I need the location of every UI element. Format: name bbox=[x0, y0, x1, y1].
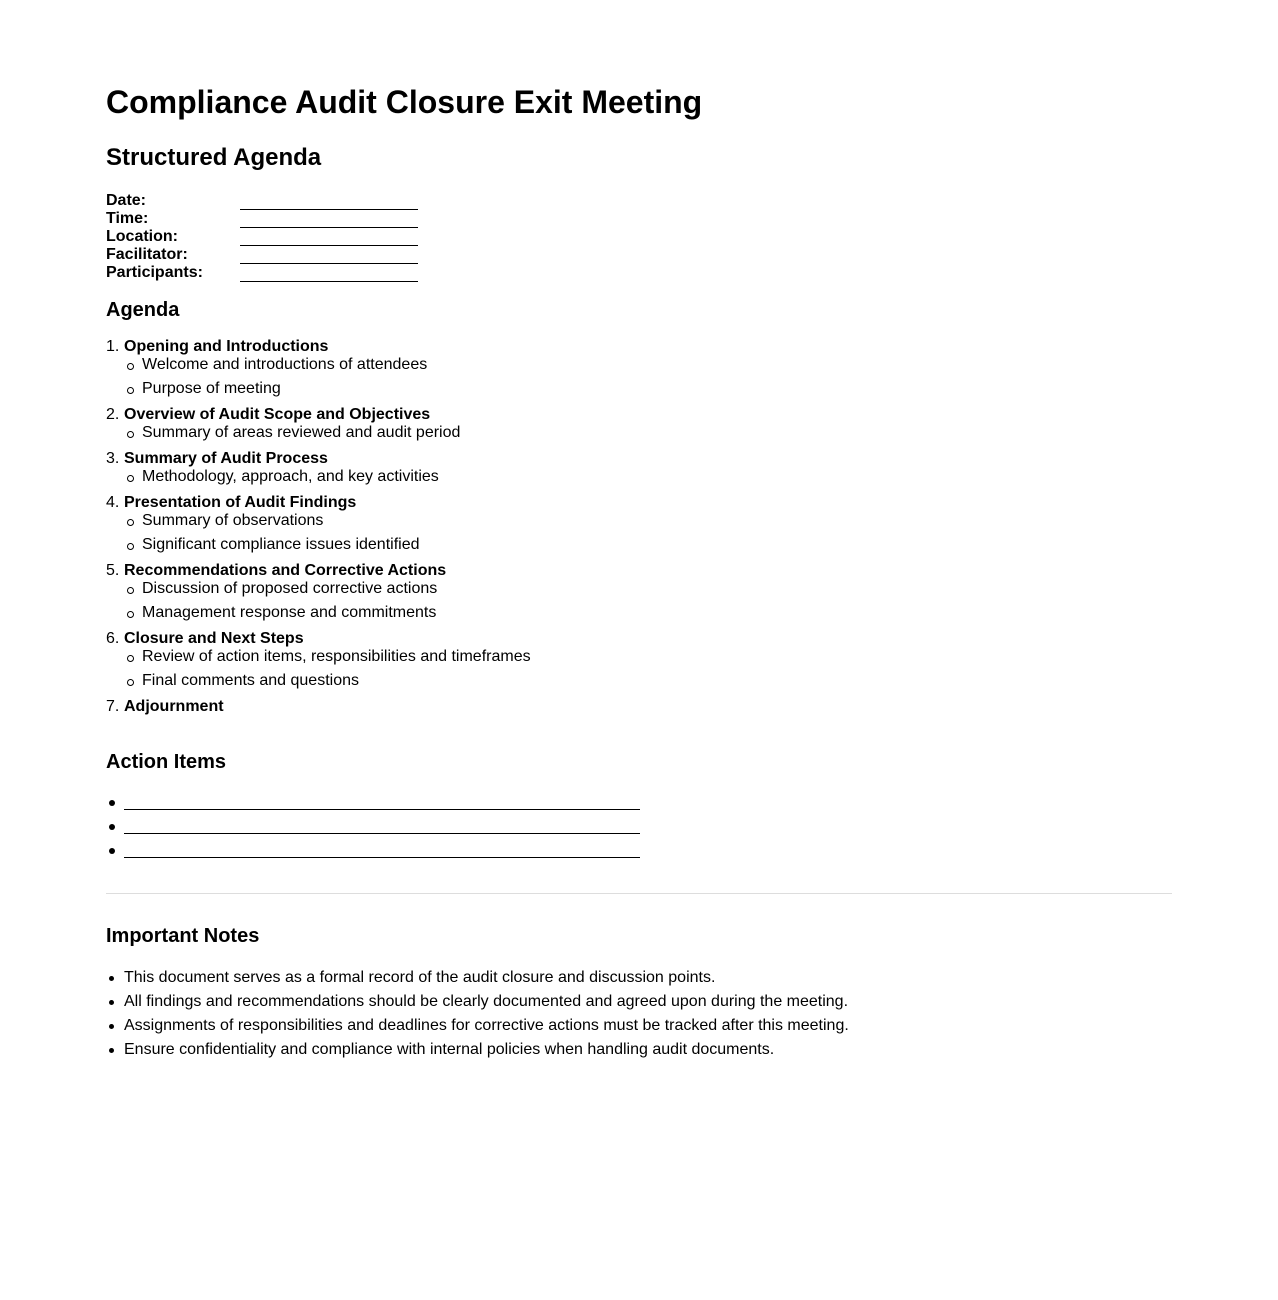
agenda-item-number: 6. bbox=[106, 630, 120, 647]
blank-line bbox=[240, 271, 418, 282]
agenda-sub-item-text: Methodology, approach, and key activities bbox=[142, 468, 439, 485]
agenda-sub-item-text: Welcome and introductions of attendees bbox=[142, 356, 428, 373]
agenda-sub-list bbox=[124, 580, 1172, 622]
note-text: Ensure confidentiality and compliance with internal policies when handling audit documents. bbox=[124, 1041, 775, 1058]
meta-label: Facilitator: bbox=[106, 246, 188, 263]
bullet-icon bbox=[109, 1024, 114, 1029]
agenda-sub-item-text: Summary of areas reviewed and audit period bbox=[142, 424, 461, 441]
agenda-item-title: Presentation of Audit Findings bbox=[124, 494, 357, 511]
blank-line bbox=[240, 253, 418, 264]
agenda-sub-item bbox=[124, 536, 1172, 554]
note-text: All findings and recommendations should be clearly documented and agreed upon during the meeting. bbox=[124, 993, 849, 1010]
blank-line bbox=[124, 792, 640, 810]
meta-label: Participants: bbox=[106, 264, 203, 281]
agenda-sub-item bbox=[124, 512, 1172, 530]
agenda-sub-item bbox=[124, 356, 1172, 374]
meeting-details bbox=[106, 192, 1172, 282]
agenda-sub-list bbox=[124, 468, 1172, 486]
page-subtitle: Structured Agenda bbox=[106, 144, 322, 171]
agenda-sub-item bbox=[124, 468, 1172, 486]
bullet-icon bbox=[109, 848, 115, 854]
blank-line bbox=[124, 840, 640, 858]
circle-bullet-icon bbox=[127, 543, 134, 550]
action-item bbox=[106, 816, 1172, 840]
agenda-item bbox=[106, 562, 1172, 622]
agenda-sub-list bbox=[124, 648, 1172, 690]
meta-row-facilitator bbox=[106, 246, 1172, 264]
agenda-sub-item-text: Significant compliance issues identified bbox=[142, 536, 420, 553]
action-items-heading: Action Items bbox=[106, 751, 227, 773]
agenda-sub-item bbox=[124, 380, 1172, 398]
agenda-sub-list bbox=[124, 356, 1172, 398]
bullet-icon bbox=[109, 976, 114, 981]
agenda-item bbox=[106, 406, 1172, 442]
bullet-icon bbox=[109, 1000, 114, 1005]
agenda-sub-item bbox=[124, 672, 1172, 690]
agenda-item bbox=[106, 698, 1172, 716]
action-items-list bbox=[106, 792, 1172, 864]
agenda-item-number: 4. bbox=[106, 494, 120, 511]
blank-line bbox=[240, 217, 418, 228]
note-item bbox=[106, 1014, 1172, 1038]
circle-bullet-icon bbox=[127, 363, 134, 370]
meta-label: Date: bbox=[106, 192, 147, 209]
action-item bbox=[106, 792, 1172, 816]
note-text: This document serves as a formal record of the audit closure and discussion points. bbox=[124, 969, 716, 986]
agenda-sub-item-text: Discussion of proposed corrective actions bbox=[142, 580, 438, 597]
blank-line bbox=[124, 816, 640, 834]
agenda-list bbox=[106, 338, 1172, 716]
agenda-item bbox=[106, 494, 1172, 554]
agenda-sub-item-text: Purpose of meeting bbox=[142, 380, 281, 397]
notes-list bbox=[106, 966, 1172, 1062]
agenda-item bbox=[106, 450, 1172, 486]
meta-row-time bbox=[106, 210, 1172, 228]
agenda-item-title: Opening and Introductions bbox=[124, 338, 329, 355]
agenda-item bbox=[106, 338, 1172, 398]
circle-bullet-icon bbox=[127, 679, 134, 686]
agenda-item bbox=[106, 630, 1172, 690]
page-title: Compliance Audit Closure Exit Meeting bbox=[106, 84, 703, 120]
agenda-sub-list bbox=[124, 424, 1172, 442]
agenda-item-title: Summary of Audit Process bbox=[124, 450, 328, 467]
agenda-sub-item-text: Summary of observations bbox=[142, 512, 324, 529]
blank-line bbox=[240, 199, 418, 210]
meta-row-date bbox=[106, 192, 1172, 210]
agenda-item-title: Overview of Audit Scope and Objectives bbox=[124, 406, 431, 423]
meta-label: Time: bbox=[106, 210, 149, 227]
circle-bullet-icon bbox=[127, 475, 134, 482]
agenda-item-number: 2. bbox=[106, 406, 120, 423]
agenda-item-number: 7. bbox=[106, 698, 120, 715]
agenda-sub-item-text: Review of action items, responsibilities and timeframes bbox=[142, 648, 531, 665]
note-item bbox=[106, 966, 1172, 990]
circle-bullet-icon bbox=[127, 655, 134, 662]
agenda-sub-item bbox=[124, 604, 1172, 622]
agenda-item-title: Adjournment bbox=[124, 698, 224, 715]
agenda-sub-item bbox=[124, 424, 1172, 442]
notes-heading: Important Notes bbox=[106, 925, 260, 947]
circle-bullet-icon bbox=[127, 519, 134, 526]
note-item bbox=[106, 990, 1172, 1014]
note-text: Assignments of responsibilities and deadlines for corrective actions must be tracked after this meeting. bbox=[124, 1017, 849, 1034]
agenda-item-number: 3. bbox=[106, 450, 120, 467]
agenda-sub-item bbox=[124, 648, 1172, 666]
agenda-item-title: Closure and Next Steps bbox=[124, 630, 304, 647]
meta-label: Location: bbox=[106, 228, 178, 245]
divider bbox=[106, 893, 1172, 894]
bullet-icon bbox=[109, 1048, 114, 1053]
meta-row-location bbox=[106, 228, 1172, 246]
action-item bbox=[106, 840, 1172, 864]
circle-bullet-icon bbox=[127, 611, 134, 618]
note-item bbox=[106, 1038, 1172, 1062]
circle-bullet-icon bbox=[127, 431, 134, 438]
agenda-sub-item-text: Final comments and questions bbox=[142, 672, 359, 689]
agenda-item-number: 5. bbox=[106, 562, 120, 579]
bullet-icon bbox=[109, 824, 115, 830]
agenda-item-number: 1. bbox=[106, 338, 120, 355]
meta-row-participants bbox=[106, 264, 1172, 282]
agenda-sub-list bbox=[124, 512, 1172, 554]
agenda-heading: Agenda bbox=[106, 299, 180, 321]
circle-bullet-icon bbox=[127, 387, 134, 394]
circle-bullet-icon bbox=[127, 587, 134, 594]
agenda-sub-item-text: Management response and commitments bbox=[142, 604, 437, 621]
blank-line bbox=[240, 235, 418, 246]
agenda-sub-item bbox=[124, 580, 1172, 598]
agenda-item-title: Recommendations and Corrective Actions bbox=[124, 562, 447, 579]
bullet-icon bbox=[109, 800, 115, 806]
